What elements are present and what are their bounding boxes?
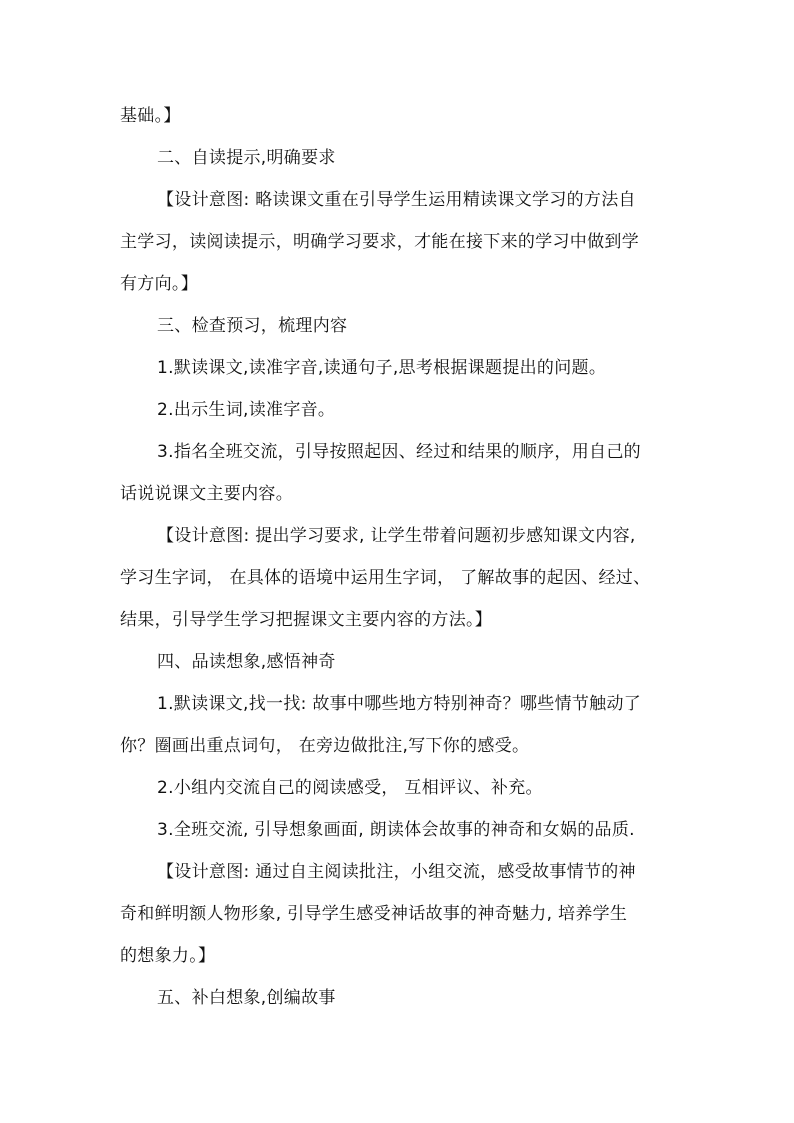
section-heading: 四、品读想象,感悟神奇 xyxy=(157,652,336,672)
design-note-line: 【设计意图: 提出学习要求, 让学生带着问题初步感知课文内容, xyxy=(157,526,636,546)
text-line: 学习生字词， 在具体的语境中运用生字词， 了解故事的起因、经过、 xyxy=(120,568,651,588)
step-item: 3.指名全班交流，引导按照起因、经过和结果的顺序，用自己的 xyxy=(157,442,641,462)
text-line: 有方向。】 xyxy=(120,274,198,294)
text-line: 基础。】 xyxy=(120,106,181,126)
step-item: 1.默读课文,找一找: 故事中哪些地方特别神奇？哪些情节触动了 xyxy=(157,694,642,714)
design-note-line: 【设计意图: 通过自主阅读批注，小组交流，感受故事情节的神 xyxy=(157,862,636,882)
text-line: 话说说课文主要内容。 xyxy=(120,484,293,504)
step-item: 3.全班交流, 引导想象画面, 朗读体会故事的神奇和女娲的品质. xyxy=(157,820,635,840)
section-heading: 三、检查预习，梳理内容 xyxy=(157,316,348,336)
text-line: 的想象力。】 xyxy=(120,946,216,966)
text-line: 奇和鲜明额人物形象, 引导学生感受神话故事的神奇魅力, 培养学生 xyxy=(120,904,628,924)
section-heading: 二、自读提示,明确要求 xyxy=(157,148,336,168)
step-item: 2.出示生词,读准字音。 xyxy=(157,400,336,420)
design-note-line: 【设计意图: 略读课文重在引导学生运用精读课文学习的方法自 xyxy=(157,190,636,210)
text-line: 结果，引导学生学习把握课文主要内容的方法。】 xyxy=(120,610,493,630)
text-line: 主学习，读阅读提示，明确学习要求，才能在接下来的学习中做到学 xyxy=(120,232,639,252)
section-heading: 五、补白想象,创编故事 xyxy=(157,988,336,1008)
step-item: 2.小组内交流自己的阅读感受， 互相评议、补充。 xyxy=(157,778,543,798)
step-item: 1.默读课文,读准字音,读通句子,思考根据课题提出的问题。 xyxy=(157,358,607,378)
text-line: 你？圈画出重点词句， 在旁边做批注,写下你的感受。 xyxy=(120,736,530,756)
